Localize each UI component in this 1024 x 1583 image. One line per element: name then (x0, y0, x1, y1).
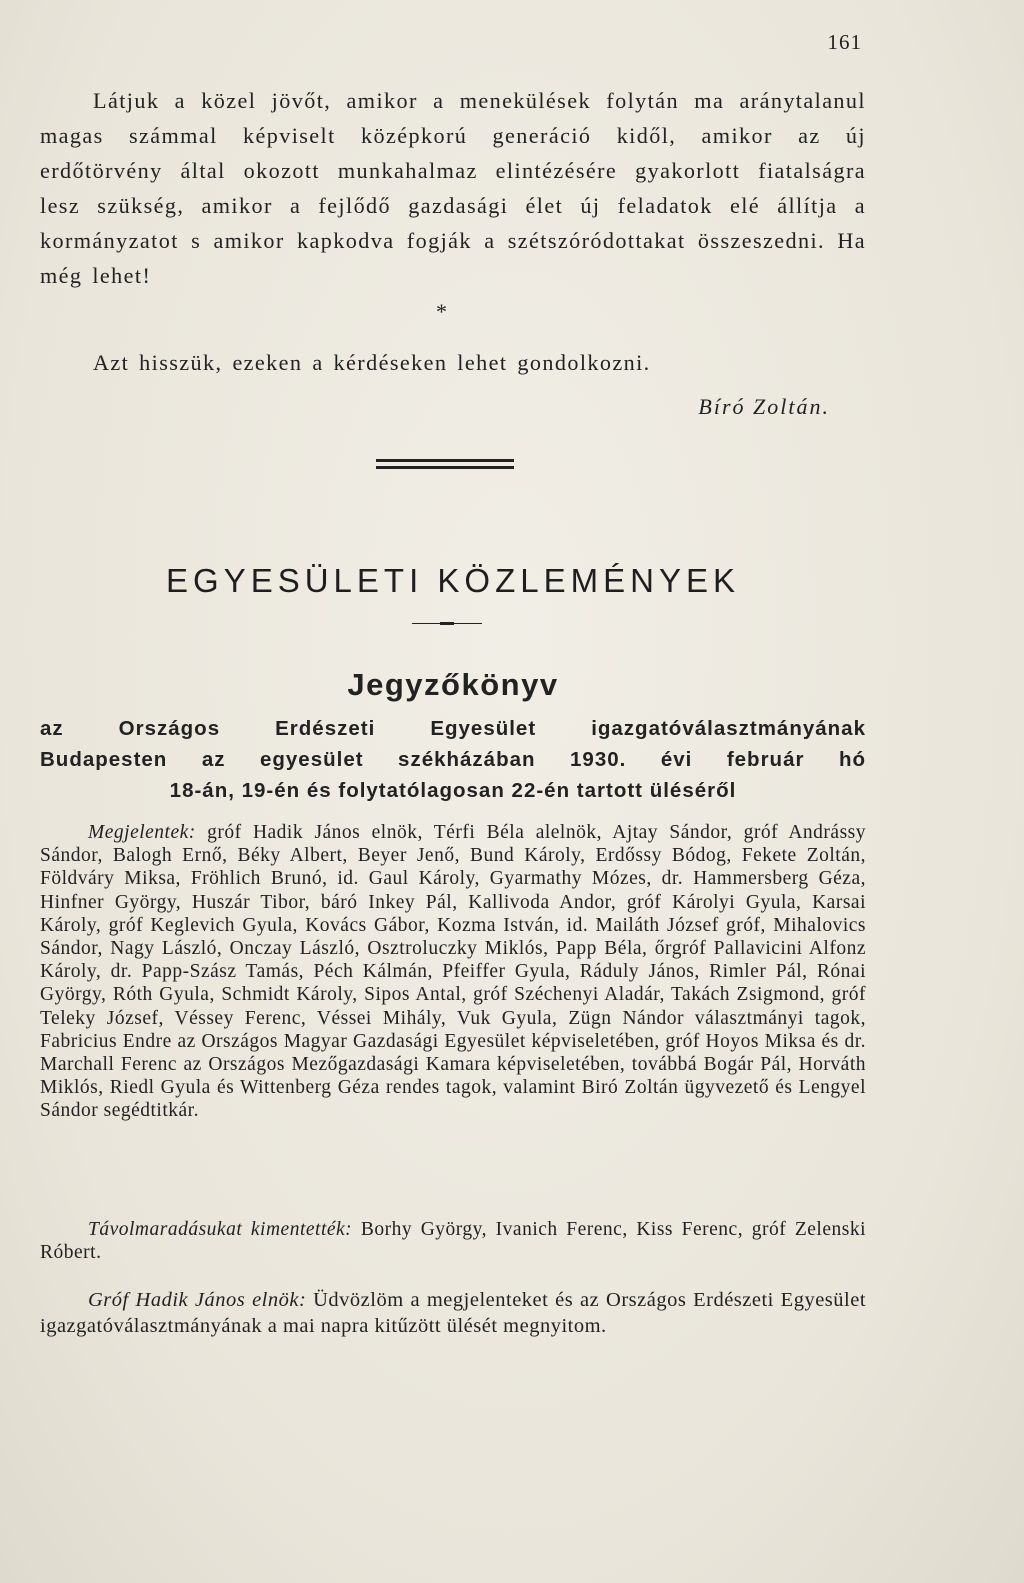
closing-sentence: Azt hisszük, ezeken a kérdéseken lehet gondolkozni. (93, 350, 651, 375)
speaker-label: Gróf Hadik János elnök: (88, 1289, 307, 1311)
opening-speech: Üdvözlöm a megjelenteket és az Országos Erdészeti Egyesület igazgatóválasztmányának a mai napra kitűzött ülését megnyitom. (40, 1289, 867, 1337)
author-signature: Bíró Zoltán. (698, 394, 830, 419)
minutes-subtitle-line-1: az Országos Erdészeti Egyesület igazgatóválasztmányának (40, 717, 866, 740)
page-number: 161 (827, 30, 862, 54)
minutes-subtitle-line-3: 18-án, 19-én és folytatólagosan 22-én tartott üléséről (169, 779, 737, 802)
section-title: EGYESÜLETI KÖZLEMÉNYEK (166, 562, 740, 599)
minutes-subtitle-line-2: Budapesten az egyesület székházában 1930. évi február hó (40, 748, 866, 771)
attendees-list: gróf Hadik János elnök, Térfi Béla alelnök, Ajtay Sándor, gróf Andrássy Sándor, Balogh Ernő, Béky Albert, Beyer Jenő, Bund Károly, Erdőssy Bódog, Fekete Zoltán, Földváry Miksa, Fröhlich Brunó, id. Gaul Károly, Gyarmathy Mózes, dr. Hammersberg Géza, Hinfner György, Huszár Tibor, báró Inkey Pál, Kallivoda Andor, gróf Károlyi Gyula, Karsai Károly, gróf Keglevich Gyula, Kovács Gábor, Kozma István, id. Mailáth József gróf, Mihalovics Sándor, Nagy László, Onczay László, Osztroluczky Miklós, Papp Béla, őrgróf Pallavicini Alfonz Károly, dr. Papp-Szász Tamás, Péch Kálmán, Pfeiffer Gyula, Ráduly János, Rimler Pál, Rónai György, Róth Gyula, Schmidt Károly, Sipos Antal, gróf Széchenyi Aladár, Takách Zsigmond, gróf Teleky József, Véssey Ferenc, Véssei Mihály, Vuk Gyula, Zügn Nándor választmányi tagok, Fabricius Endre az Országos Magyar Gazdasági Egyesület képviseletében, gróf Hoyos Miksa és dr. Marchall Ferenc az Országos Mezőgazdasági Kamara képviseletében, továbbá Bogár Pál, Horváth Miklós, Riedl Gyula és Wittenberg Géza rendes tagok, valamint Biró Zoltán ügyvezető és Lengyel Sándor segédtitkár. (40, 822, 866, 1122)
minutes-title: Jegyzőkönyv (347, 667, 559, 702)
opening-remarks (40, 1287, 866, 1339)
excused-paragraph (40, 1218, 866, 1264)
double-rule-divider (376, 459, 514, 469)
attendees-label: Megjelentek: (88, 822, 196, 843)
excused-label: Távolmaradásukat kimentették: (88, 1219, 353, 1240)
minutes-subtitle (40, 713, 866, 806)
title-ornament (412, 622, 482, 626)
attendees-paragraph (40, 821, 866, 1123)
intro-paragraph: Látjuk a közel jövőt, amikor a menekülések folytán ma aránytalanul magas számmal képviselt középkorú generáció kidől, amikor az új erdőtörvény által okozott munkahalmaz elintézésére gyakorlott fiatalságra lesz szükség, amikor a fejlődő gazdasági élet új feladatok elé állítja a kormányzatot s amikor kapkodva fogják a szétszóródottakat összeszedni. Ha még lehet! (40, 88, 866, 288)
excused-list: Borhy György, Ivanich Ferenc, Kiss Ferenc, gróf Zelenski Róbert. (40, 1219, 866, 1264)
section-break-asterisk: * (436, 299, 447, 324)
